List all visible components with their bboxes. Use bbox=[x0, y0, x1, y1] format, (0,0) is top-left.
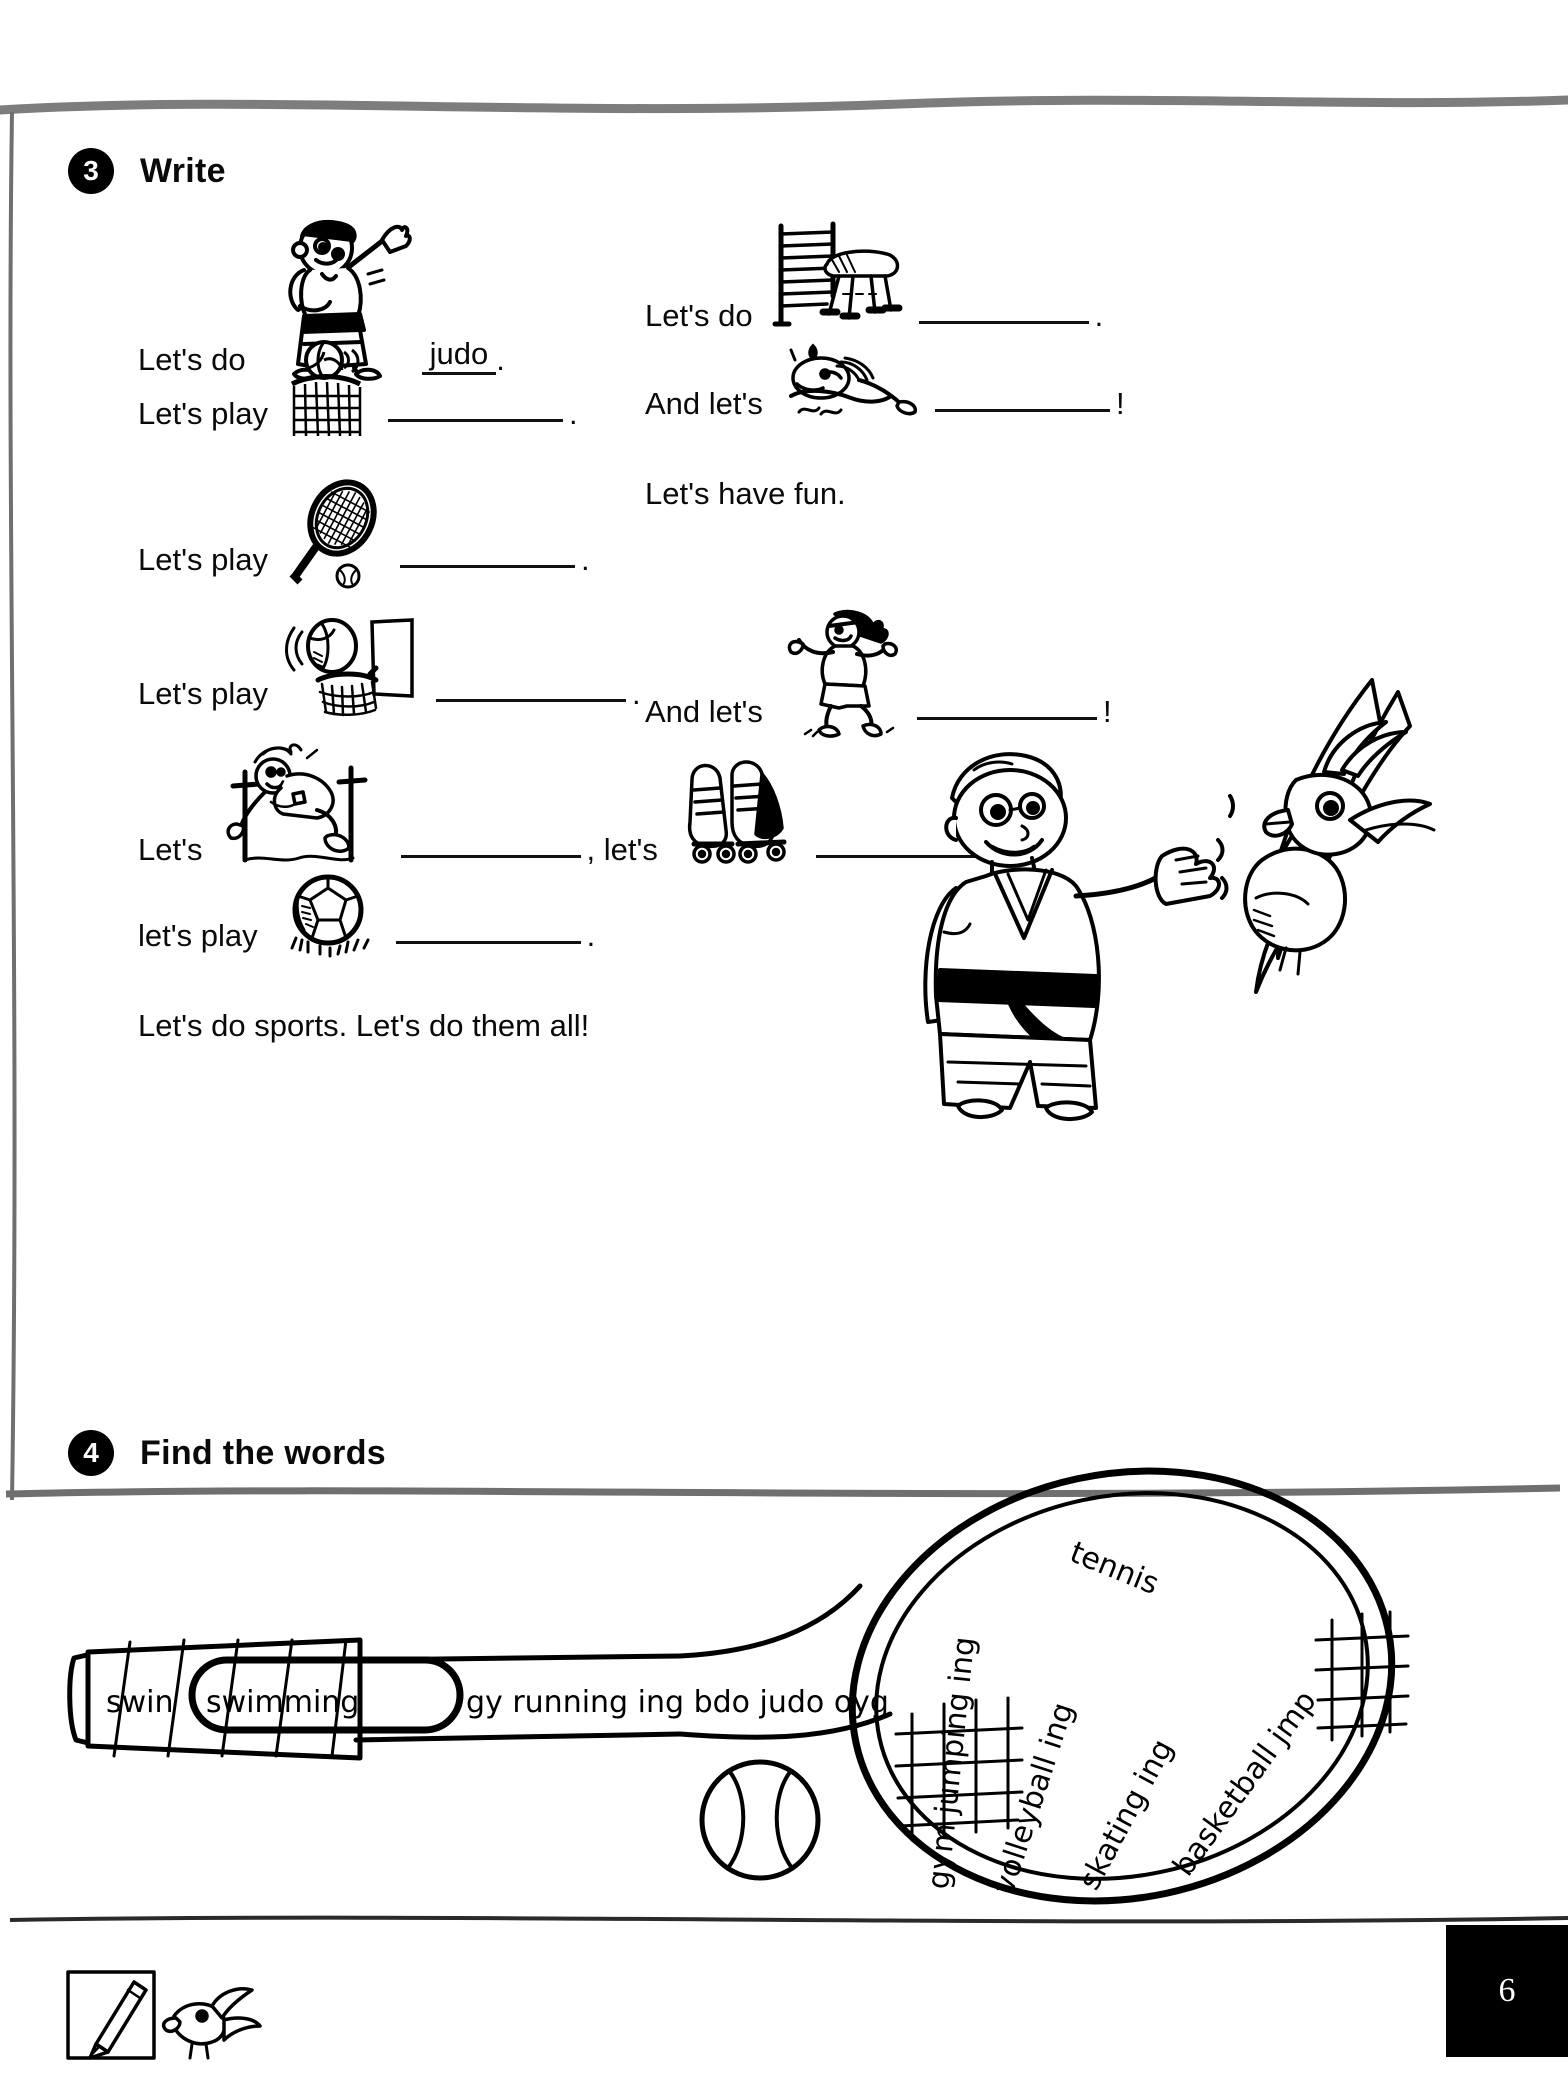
row-have-fun bbox=[645, 478, 846, 509]
row-gymnastics-blank[interactable] bbox=[919, 320, 1089, 324]
row-tennis bbox=[138, 478, 590, 575]
ws-arc-5: tennis bbox=[1065, 1534, 1164, 1602]
wordsearch-racket bbox=[60, 1490, 1520, 1920]
gymnastics-vault-icon bbox=[767, 218, 907, 343]
ws-arc-3: skating ing bbox=[1072, 1733, 1181, 1896]
row-volleyball-blank[interactable] bbox=[388, 418, 563, 422]
row-swimming-blank[interactable] bbox=[935, 408, 1110, 412]
row-gymnastics bbox=[645, 218, 1103, 331]
page-number: 6 bbox=[1498, 1972, 1516, 2009]
volleyball-net-icon bbox=[284, 340, 376, 445]
row-football-punct: . bbox=[586, 918, 596, 953]
row-swimming-punct: ! bbox=[1115, 386, 1125, 421]
row-tennis-blank[interactable] bbox=[400, 564, 575, 568]
row-basketball-lead: Let's play bbox=[138, 676, 268, 711]
row-basketball bbox=[138, 608, 641, 709]
row-tennis-punct: . bbox=[581, 542, 590, 577]
row-running-lead: And let's bbox=[645, 694, 763, 729]
row-volleyball-punct: . bbox=[569, 396, 578, 431]
row-judo-answer[interactable]: judo bbox=[422, 336, 497, 375]
row-have-fun-text: Let's have fun. bbox=[645, 476, 846, 511]
exercise3-heading bbox=[68, 148, 226, 194]
ws-arc-2: volleyball ing bbox=[986, 1698, 1082, 1899]
row-volleyball-lead: Let's play bbox=[138, 396, 268, 431]
row-volleyball bbox=[138, 340, 578, 429]
ws-handle-prefix: swin bbox=[106, 1685, 174, 1720]
page-number-tab bbox=[1446, 1925, 1568, 2057]
closing-line: Let's do sports. Let's do them all! bbox=[138, 1008, 590, 1043]
high-jump-icon bbox=[219, 740, 389, 875]
swimmer-icon bbox=[775, 340, 925, 435]
football-icon bbox=[280, 870, 384, 965]
footer-pencil-bird-icon bbox=[62, 1960, 262, 2065]
ws-handle-suffix: gy running ing bdo judo oyg bbox=[466, 1685, 889, 1720]
row-gymnastics-punct: . bbox=[1094, 298, 1104, 333]
runner-icon bbox=[777, 608, 907, 743]
ws-circled-word: swimming bbox=[206, 1685, 360, 1720]
roller-skates-icon bbox=[676, 744, 806, 879]
row-closing bbox=[138, 1010, 589, 1041]
row-swimming-lead: And let's bbox=[645, 386, 763, 421]
row-jumping-punct: , let's bbox=[586, 832, 658, 867]
tennis-racket-icon bbox=[284, 478, 388, 593]
row-swimming bbox=[645, 340, 1125, 419]
row-judo-punct: . bbox=[496, 342, 505, 377]
judo-boy-bird-illustration bbox=[900, 670, 1520, 1130]
ws-arc-4: basketball jmp bbox=[1166, 1684, 1324, 1883]
row-jumping-blank[interactable] bbox=[401, 854, 581, 858]
row-basketball-blank[interactable] bbox=[436, 698, 626, 702]
row-jumping-lead: Let's bbox=[138, 832, 203, 867]
row-judo-lead: Let's do bbox=[138, 342, 246, 377]
exercise4-title: Find the words bbox=[140, 1433, 386, 1472]
exercise3-number: 3 bbox=[68, 148, 114, 194]
row-gymnastics-lead: Let's do bbox=[645, 298, 753, 333]
exercise3-title: Write bbox=[140, 151, 226, 190]
row-football bbox=[138, 870, 595, 951]
row-running-punct: ! bbox=[1102, 694, 1112, 729]
row-football-blank[interactable] bbox=[396, 940, 581, 944]
row-football-lead: let's play bbox=[138, 918, 258, 953]
ws-arc-1: gym jumping ing bbox=[921, 1635, 983, 1891]
basketball-hoop-icon bbox=[284, 608, 424, 723]
exercise4-heading bbox=[68, 1430, 386, 1476]
row-tennis-lead: Let's play bbox=[138, 542, 268, 577]
exercise4-number: 4 bbox=[68, 1430, 114, 1476]
row-jumping bbox=[138, 740, 1011, 865]
row-basketball-punct: . bbox=[632, 676, 641, 711]
